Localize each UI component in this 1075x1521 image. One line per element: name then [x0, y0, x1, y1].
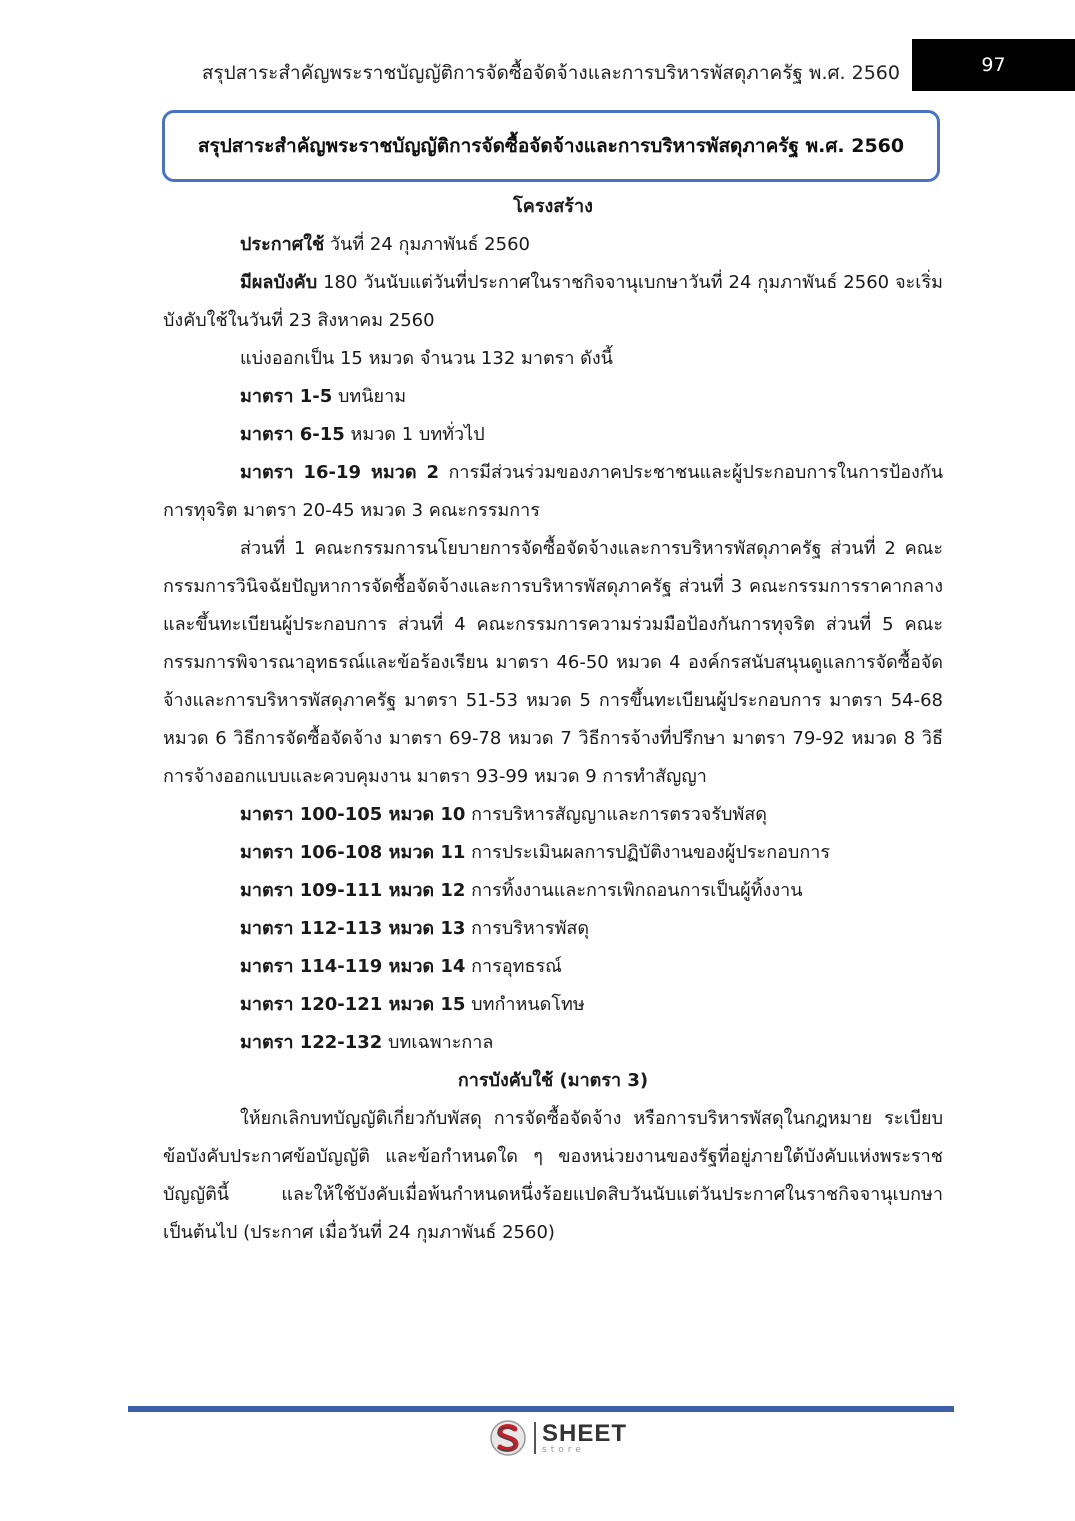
logo-text	[542, 1419, 628, 1455]
structure-heading: โครงสร้าง	[513, 196, 593, 217]
section-item	[163, 986, 943, 1024]
committee-paragraph: ส่วนที่ 1 คณะกรรมการนโยบายการจัดซื้อจัดจ้างและการบริหารพัสดุภาครัฐ ส่วนที่ 2 คณะกรรมการวินิจฉัยปัญหาการจัดซื้อจัดจ้างและการบริหารพัสดุภาครัฐ ส่วนที่ 3 คณะกรรมการราคากลางและขึ้นทะเบียนผู้ประกอบการ ส่วนที่ 4 คณะกรรมการความร่วมมือป้องกันการทุจริต ส่วนที่ 5 คณะกรรมการพิจารณาอุทธรณ์และข้อร้องเรียน มาตรา 46-50 หมวด 4 องค์กรสนับสนุนดูแลการจัดซื้อจัดจ้างและการบริหารพัสดุภาครัฐ มาตรา 51-53 หมวด 5 การขึ้นทะเบียนผู้ประกอบการ มาตรา 54-68 หมวด 6 วิธีการจัดซื้อจัดจ้าง มาตรา 69-78 หมวด 7 วิธีการจ้างที่ปรึกษา มาตรา 79-92 หมวด 8 วิธีการจ้างออกแบบและควบคุมงาน มาตรา 93-99 หมวด 9 การทำสัญญา	[163, 538, 943, 787]
section-label: มาตรา 100-105 หมวด 10	[240, 804, 466, 825]
section-item	[163, 872, 943, 910]
document-body	[163, 188, 943, 1252]
section-label: มาตรา 1-5	[240, 386, 333, 407]
running-header-title: สรุปสาระสำคัญพระราชบัญญัติการจัดซื้อจัดจ้างและการบริหารพัสดุภาครัฐ พ.ศ. 2560	[201, 62, 900, 84]
logo-main-text: SHEET	[542, 1419, 628, 1447]
page-number: 97	[912, 39, 1075, 91]
logo-divider	[534, 1422, 536, 1454]
section-item	[163, 948, 943, 986]
section-label: มาตรา 106-108 หมวด 11	[240, 842, 466, 863]
s-logo-icon	[488, 1418, 528, 1458]
section-item	[163, 378, 943, 416]
footer-rule	[128, 1406, 954, 1412]
document-title-box: สรุปสาระสำคัญพระราชบัญญัติการจัดซื้อจัดจ้างและการบริหารพัสดุภาครัฐ พ.ศ. 2560	[162, 110, 940, 182]
section-text: การบริหารสัญญาและการตรวจรับพัสดุ	[465, 804, 767, 825]
announce-text: วันที่ 24 กุมภาพันธ์ 2560	[324, 234, 530, 255]
section-text: การอุทธรณ์	[465, 956, 562, 977]
section-label: มาตรา 114-119 หมวด 14	[240, 956, 466, 977]
announce-line	[163, 226, 943, 264]
section-label: มาตรา 120-121 หมวด 15	[240, 994, 466, 1015]
sheet-store-logo	[488, 1418, 627, 1458]
section-text: การทิ้งงานและการเพิกถอนการเป็นผู้ทิ้งงาน	[465, 880, 803, 901]
section-text: การมีส่วนร่วมของภาคประชาชนและผู้ประกอบการในการป้องกันการทุจริต มาตรา 20-45 หมวด 3 คณะกรรมการ	[163, 462, 943, 521]
section-text: บทเฉพาะกาล	[382, 1032, 494, 1053]
section-label: มาตรา 6-15	[240, 424, 345, 445]
enforcement-heading: การบังคับใช้ (มาตรา 3)	[457, 1070, 649, 1091]
section-label: มาตรา 122-132	[240, 1032, 383, 1053]
section-text: การประเมินผลการปฏิบัติงานของผู้ประกอบการ	[465, 842, 831, 863]
section-text: บทนิยาม	[332, 386, 407, 407]
effective-text: 180 วันนับแต่วันที่ประกาศในราชกิจจานุเบกษาวันที่ 24 กุมภาพันธ์ 2560 จะเริ่มบังคับใช้ในวันที่ 23 สิงหาคม 2560	[163, 272, 943, 331]
section-item	[163, 454, 943, 530]
enforcement-paragraph: ให้ยกเลิกบทบัญญัติเกี่ยวกับพัสดุ การจัดซื้อจัดจ้าง หรือการบริหารพัสดุในกฎหมาย ระเบียบ ข้อบังคับประกาศข้อบัญญัติ และข้อกำหนดใด ๆ ของหน่วยงานของรัฐที่อยู่ภายใต้บังคับแห่งพระราชบัญญัตินี้ และให้ใช้บังคับเมื่อพ้นกำหนดหนึ่งร้อยแปดสิบวันนับแต่วันประกาศในราชกิจจานุเบกษาเป็นต้นไป (ประกาศ เมื่อวันที่ 24 กุมภาพันธ์ 2560)	[163, 1108, 943, 1243]
section-item	[163, 910, 943, 948]
section-label: มาตรา 109-111 หมวด 12	[240, 880, 466, 901]
effective-line	[163, 264, 943, 340]
section-text: หมวด 1 บททั่วไป	[344, 424, 485, 445]
section-item	[163, 1024, 943, 1062]
section-label: มาตรา 16-19 หมวด 2	[240, 462, 440, 483]
section-item	[163, 796, 943, 834]
section-item	[163, 416, 943, 454]
effective-label: มีผลบังคับ	[240, 272, 318, 293]
announce-label: ประกาศใช้	[240, 234, 325, 255]
section-text: บทกำหนดโทษ	[465, 994, 585, 1015]
logo-sub-text: store	[542, 1444, 585, 1455]
section-label: มาตรา 112-113 หมวด 13	[240, 918, 466, 939]
section-text: การบริหารพัสดุ	[465, 918, 590, 939]
division-line: แบ่งออกเป็น 15 หมวด จำนวน 132 มาตรา ดังนี้	[240, 348, 613, 369]
section-item	[163, 834, 943, 872]
